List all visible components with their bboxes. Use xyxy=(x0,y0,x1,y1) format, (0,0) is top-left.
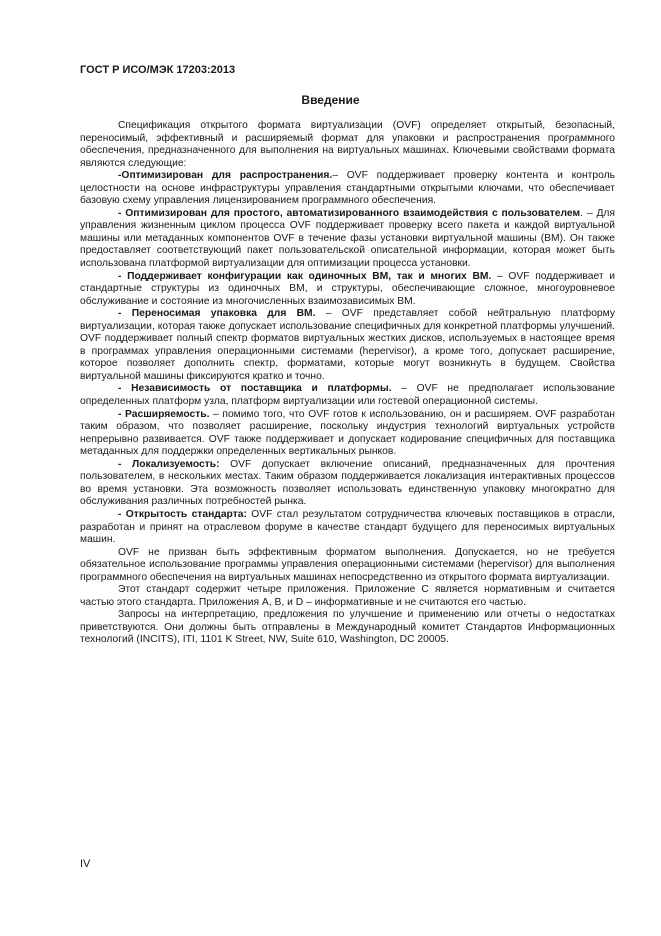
body-text xyxy=(80,120,615,647)
paragraph-text: . – Для управления жизненным циклом процесса OVF поддерживает проверку всего пакета и каждой виртуальной машины или метаданных компонентов OVF в течение фазы установки виртуальной машины (ВМ). Он также предоставляет соответствующий пакет пользовательской описательной информации, которая может быть использована платформой виртуализации для оптимизации процесса установки. xyxy=(80,207,615,270)
paragraph-text: OVF допускает включение описаний, предназначенных для прочтения пользователем, в нескольких местах. Таким образом поддерживается локализация интерактивных процессов во время установки. Эта возможность позволяет использовать единственную упаковку многократно для обслуживания различных потребностей рынка. xyxy=(80,458,615,508)
paragraph-annexes xyxy=(80,584,615,609)
paragraph-lead: - Открытость стандарта: xyxy=(118,508,247,520)
paragraph-intro xyxy=(80,120,615,170)
paragraph-lead: - Поддерживает конфигурации как одиночных ВМ, так и многих ВМ. xyxy=(118,270,492,282)
paragraph-execution-format xyxy=(80,547,615,585)
paragraph-configurations xyxy=(80,271,615,309)
document-id-header: ГОСТ Р ИСО/МЭК 17203:2013 xyxy=(80,64,236,76)
paragraph-text: Запросы на интерпретацию, предложения по улучшение и применению или отчеты о недостатках приветствуются. Они должны быть отправлены в Международный комитет Стандартов Информационных технологий (INCITS), ITI, 1101 K Street, NW, Suite 610, Washington, DC 20005. xyxy=(80,609,615,646)
paragraph-user-interaction xyxy=(80,208,615,271)
paragraph-open-standard xyxy=(80,509,615,547)
paragraph-text: – OVF поддерживает и стандартные структуры из одиночных ВМ, и структуры, обеспечивающие сложное, многоуровневое обслуживание и состояние из многочисленных взаимозависимых ВМ. xyxy=(80,270,615,307)
paragraph-text: Этот стандарт содержит четыре приложения. Приложение С является нормативным и считается частью этого стандарта. Приложения А, В, и D – информативные и не считаются его частью. xyxy=(80,584,615,608)
paragraph-vendor-independence xyxy=(80,383,615,408)
section-title: Введение xyxy=(301,93,360,107)
paragraph-lead: - Переносимая упаковка для ВМ. xyxy=(118,308,316,320)
paragraph-lead: - Независимость от поставщика и платформы. xyxy=(118,383,392,395)
paragraph-requests xyxy=(80,609,615,647)
paragraph-lead: -Оптимизирован для распространения. xyxy=(118,170,333,182)
paragraph-lead: - Оптимизирован для простого, автоматизированного взаимодействия с пользователем xyxy=(118,207,581,219)
paragraph-text: – помимо того, что OVF готов к использованию, он и расширяем. OVF разработан таким образом, что позволяет расширение, поскольку индустрия технологий виртуальных устройств непрерывно развивается. OVF также поддерживает и допускает кодирование специфичных для поставщика метаданных для поддержки определенных вертикальных рынков. xyxy=(80,408,615,458)
paragraph-text: – OVF не предполагает использование определенных платформ узла, платформ виртуализации или гостевой операционной системы. xyxy=(80,383,615,408)
paragraph-text: – OVF представляет собой нейтральную платформу виртуализации, которая также допускает использование специфичных для конкретной платформы улучшений. OVF поддерживает полный спектр форматов виртуальных жестких дисков, используемых в настоящее время в программах управления операционными системами (hepervisor), а кроме того, допускает расширение, которое позволяет дополнить спектр, форматами, которые могут возникнуть в будущем. Свойства виртуальной машины фиксируются кратко и точно. xyxy=(80,308,615,382)
paragraph-text: OVF стал результатом сотрудничества ключевых поставщиков в отрасли, разработан и принят на отраслевом форуме в качестве стандарт будущего для переносимых виртуальных машин. xyxy=(80,508,615,546)
paragraph-localizability xyxy=(80,459,615,509)
page-number: IV xyxy=(80,858,91,870)
paragraph-text: OVF не призван быть эффективным форматом выполнения. Допускается, но не требуется обязательное использование программы управления операционными системами (hepervisor) для выполнения программного обеспечения на виртуальных машинах непосредственно из открытого формата виртуализации. xyxy=(80,546,615,583)
paragraph-portable-packaging xyxy=(80,308,615,383)
paragraph-lead: - Расширяемость. xyxy=(118,408,210,420)
paragraph-text: Спецификация открытого формата виртуализации (OVF) определяет открытый, безопасный, переносимый, эффективный и расширяемый формат для упаковки и распространения программного обеспечения, предназначенного для выполнения на виртуальных машинах. Ключевыми свойствами формата являются следующие: xyxy=(80,120,615,169)
paragraph-text: – OVF поддерживает проверку контента и контроль целостности на основе инфраструктуры управления стандартными открытыми ключами, что обеспечивает базовую схему управления лицензированием программного обеспечения. xyxy=(80,170,615,207)
paragraph-extensibility xyxy=(80,409,615,459)
paragraph-distribution xyxy=(80,170,615,208)
paragraph-lead: - Локализуемость: xyxy=(118,458,220,470)
